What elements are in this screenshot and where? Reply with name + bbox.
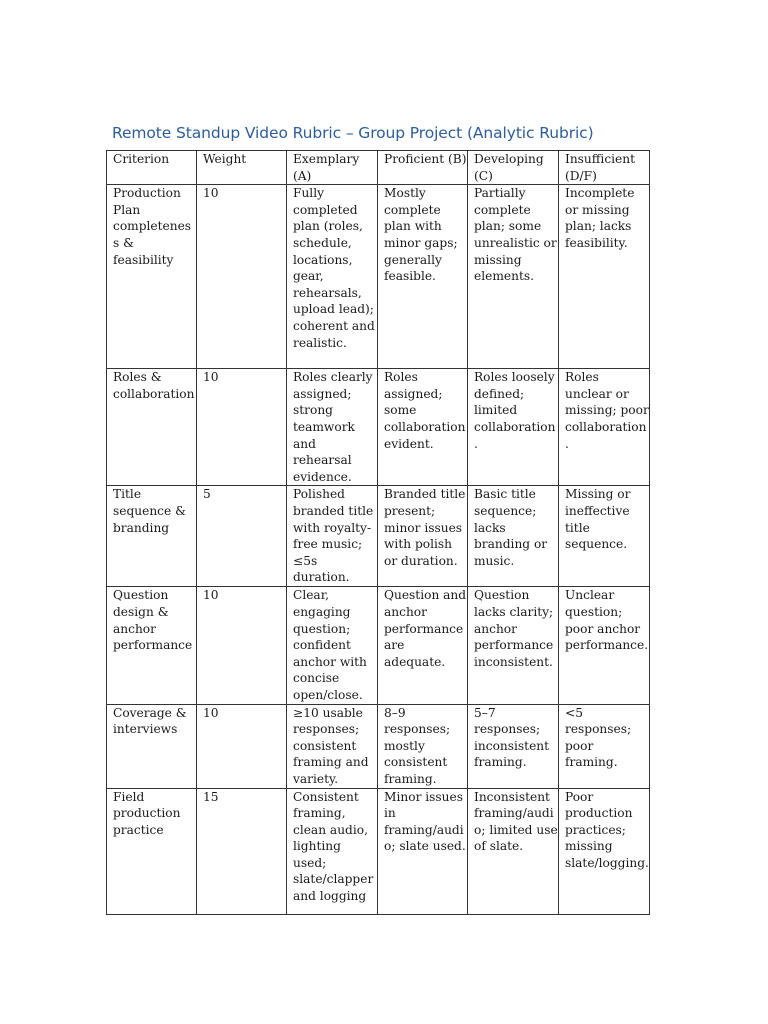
criterion-cell: Production Plan completeness & feasibility [107, 185, 197, 369]
proficient-cell: Minor issues in framing/audio; slate used. [378, 788, 468, 914]
header-cell-exemplary: Exemplary (A) [287, 151, 378, 185]
insufficient-cell: Incomplete or missing plan; lacks feasibility. [559, 185, 650, 369]
exemplary-cell: Consistent framing, clean audio, lighting used; slate/clapper and logging [287, 788, 378, 914]
table-row [107, 704, 650, 788]
insufficient-cell: Missing or ineffective title sequence. [559, 486, 650, 587]
exemplary-cell: Fully completed plan (roles, schedule, locations, gear, rehearsals, upload lead); coherent and realistic. [287, 185, 378, 369]
developing-cell: Inconsistent framing/audio; limited use of slate. [468, 788, 559, 914]
table-row [107, 788, 650, 914]
exemplary-cell: ≥10 usable responses; consistent framing and variety. [287, 704, 378, 788]
proficient-cell: Question and anchor performance are adequate. [378, 587, 468, 704]
weight-cell: 15 [197, 788, 287, 914]
exemplary-cell: Polished branded title with royalty-free music; ≤5s duration. [287, 486, 378, 587]
criterion-cell: Field production practice [107, 788, 197, 914]
developing-cell: Partially complete plan; some unrealistic or missing elements. [468, 185, 559, 369]
header-cell-weight: Weight [197, 151, 287, 185]
header-cell-proficient: Proficient (B) [378, 151, 468, 185]
criterion-cell: Title sequence & branding [107, 486, 197, 587]
table-header-row [107, 151, 650, 185]
developing-cell: Question lacks clarity; anchor performance inconsistent. [468, 587, 559, 704]
exemplary-cell: Roles clearly assigned; strong teamwork and rehearsal evidence. [287, 369, 378, 486]
weight-cell: 10 [197, 369, 287, 486]
header-cell-criterion: Criterion [107, 151, 197, 185]
developing-cell: 5–7 responses; inconsistent framing. [468, 704, 559, 788]
proficient-cell: 8–9 responses; mostly consistent framing. [378, 704, 468, 788]
page-title: Remote Standup Video Rubric – Group Project (Analytic Rubric) [112, 124, 594, 142]
weight-cell: 10 [197, 587, 287, 704]
criterion-cell: Roles & collaboration [107, 369, 197, 486]
table-row [107, 587, 650, 704]
rubric-table [106, 150, 650, 915]
weight-cell: 5 [197, 486, 287, 587]
table-row [107, 369, 650, 486]
proficient-cell: Branded title present; minor issues with polish or duration. [378, 486, 468, 587]
weight-cell: 10 [197, 185, 287, 369]
proficient-cell: Roles assigned; some collaboration evident. [378, 369, 468, 486]
insufficient-cell: Roles unclear or missing; poor collaboration. [559, 369, 650, 486]
criterion-cell: Question design & anchor performance [107, 587, 197, 704]
insufficient-cell: <5 responses; poor framing. [559, 704, 650, 788]
insufficient-cell: Poor production practices; missing slate/logging. [559, 788, 650, 914]
weight-cell: 10 [197, 704, 287, 788]
insufficient-cell: Unclear question; poor anchor performance. [559, 587, 650, 704]
proficient-cell: Mostly complete plan with minor gaps; generally feasible. [378, 185, 468, 369]
header-cell-developing: Developing (C) [468, 151, 559, 185]
header-cell-insufficient: Insufficient (D/F) [559, 151, 650, 185]
developing-cell: Basic title sequence; lacks branding or music. [468, 486, 559, 587]
exemplary-cell: Clear, engaging question; confident anchor with concise open/close. [287, 587, 378, 704]
table-row [107, 486, 650, 587]
developing-cell: Roles loosely defined; limited collaboration. [468, 369, 559, 486]
criterion-cell: Coverage & interviews [107, 704, 197, 788]
table-row [107, 185, 650, 369]
